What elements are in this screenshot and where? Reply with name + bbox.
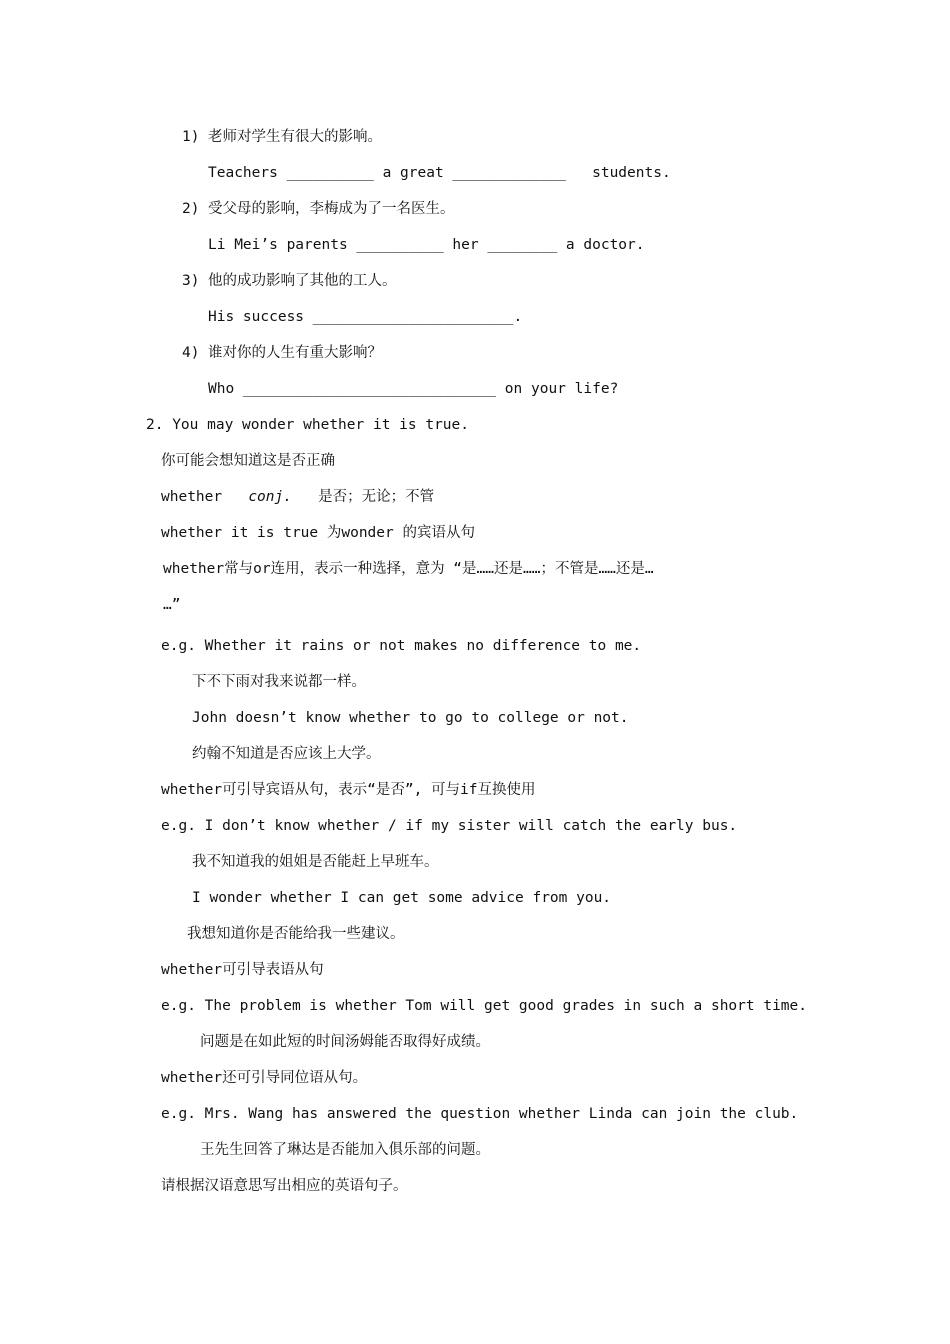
example-5: e.g. The problem is whether Tom will get good grades in such a short time. [161, 998, 808, 1014]
definition-word: whether [161, 489, 223, 505]
example-1: e.g. Whether it rains or not makes no difference to me. [161, 638, 642, 654]
item-4-chinese: 谁对你的人生有重大影响？ [208, 345, 382, 361]
example-2-translation: 约翰不知道是否应该上大学。 [192, 746, 381, 762]
clause-note: whether it is true 为wonder 的宾语从句 [161, 525, 475, 541]
example-2: John doesn’t know whether to go to college or not. [192, 710, 629, 726]
definition-line [161, 487, 434, 507]
item-1-english: Teachers __________ a great _____________ students. [208, 165, 671, 181]
definition-meaning: 是否；无论；不管 [318, 489, 435, 505]
item-3-number: 3) [182, 273, 200, 289]
section-2-translation: 你可能会想知道这是否正确 [161, 453, 335, 469]
example-4: I wonder whether I can get some advice from you. [192, 890, 612, 906]
example-5-translation: 问题是在如此短的时间汤姆能否取得好成绩。 [200, 1034, 490, 1050]
example-6: e.g. Mrs. Wang has answered the question whether Linda can join the club. [161, 1106, 799, 1122]
usage-line-2: …” [163, 597, 181, 613]
example-3-translation: 我不知道我的姐姐是否能赶上早班车。 [192, 854, 439, 870]
section-2-heading: 2. You may wonder whether it is true. [146, 417, 470, 433]
item-4-english: Who _____________________________ on your life? [208, 381, 619, 397]
usage-line-1: whether常与or连用，表示一种选择，意为 “是……还是……；不管是……还是… [163, 561, 654, 577]
exercise-instruction: 请根据汉语意思写出相应的英语句子。 [161, 1178, 408, 1194]
object-clause-note: whether可引导宾语从句，表示“是否”, 可与if互换使用 [161, 782, 536, 798]
example-4-translation: 我想知道你是否能给我一些建议。 [187, 926, 405, 942]
item-3-chinese: 他的成功影响了其他的工人。 [208, 273, 397, 289]
item-2-chinese: 受父母的影响，李梅成为了一名医生。 [208, 201, 455, 217]
predicative-clause-note: whether可引导表语从句 [161, 962, 324, 978]
item-3-english: His success _______________________. [208, 309, 523, 325]
item-2-number: 2) [182, 201, 200, 217]
appositive-clause-note: whether还可引导同位语从句。 [161, 1070, 368, 1086]
example-3: e.g. I don’t know whether / if my sister will catch the early bus. [161, 818, 738, 834]
definition-pos: conj. [248, 489, 292, 505]
example-6-translation: 王先生回答了琳达是否能加入俱乐部的问题。 [200, 1142, 490, 1158]
item-1-chinese: 老师对学生有很大的影响。 [208, 129, 382, 145]
example-1-translation: 下不下雨对我来说都一样。 [192, 674, 366, 690]
item-4-number: 4) [182, 345, 200, 361]
item-2-english: Li Mei’s parents __________ her ________ a doctor. [208, 237, 645, 253]
item-1-number: 1) [182, 129, 200, 145]
